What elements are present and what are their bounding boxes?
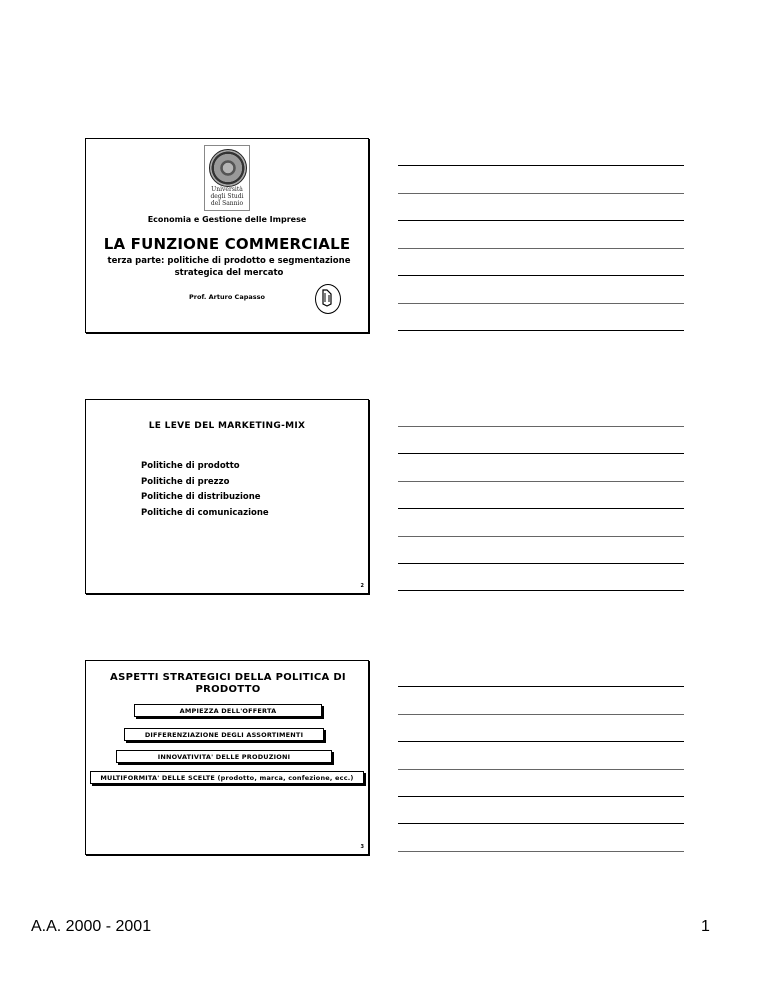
slide-title: LE LEVE DEL MARKETING-MIX (148, 421, 306, 431)
slide-subtitle: terza parte: politiche di prodotto e segmentazione strategica del mercato (107, 256, 351, 278)
slide-2 (85, 399, 369, 594)
strategy-box: INNOVATIVITA' DELLE PRODUZIONI (116, 750, 332, 763)
academic-year: A.A. 2000 - 2001 (31, 918, 152, 935)
policy-list (141, 461, 269, 523)
slide-page-number: 2 (360, 583, 364, 589)
professor-name: Prof. Arturo Capasso (189, 293, 265, 301)
document-icon (315, 284, 341, 314)
strategy-box: DIFFERENZIAZIONE DEGLI ASSORTIMENTI (124, 728, 324, 741)
slide-title: LA FUNZIONE COMMERCIALE (103, 235, 351, 253)
slide-1 (85, 138, 369, 333)
slide-page-number: 3 (360, 844, 364, 850)
strategy-box: MULTIFORMITA' DELLE SCELTE (prodotto, marca, confezione, ecc.) (90, 771, 364, 784)
page-number: 1 (701, 918, 710, 935)
slide-3 (85, 660, 369, 855)
slide-title: ASPETTI STRATEGICI DELLA POLITICA DI PRODOTTO (110, 672, 346, 695)
list-item: Politiche di prezzo (141, 476, 230, 487)
seal-icon (209, 149, 247, 187)
list-item: Politiche di distribuzione (141, 492, 261, 502)
university-logo (204, 145, 250, 211)
list-item: Politiche di comunicazione (141, 507, 269, 518)
course-name: Economia e Gestione delle Imprese (147, 215, 307, 224)
strategy-box: AMPIEZZA DELL'OFFERTA (134, 704, 322, 717)
list-item: Politiche di prodotto (141, 461, 240, 471)
logo-text: Università degli Studi del Sannio (210, 186, 244, 207)
